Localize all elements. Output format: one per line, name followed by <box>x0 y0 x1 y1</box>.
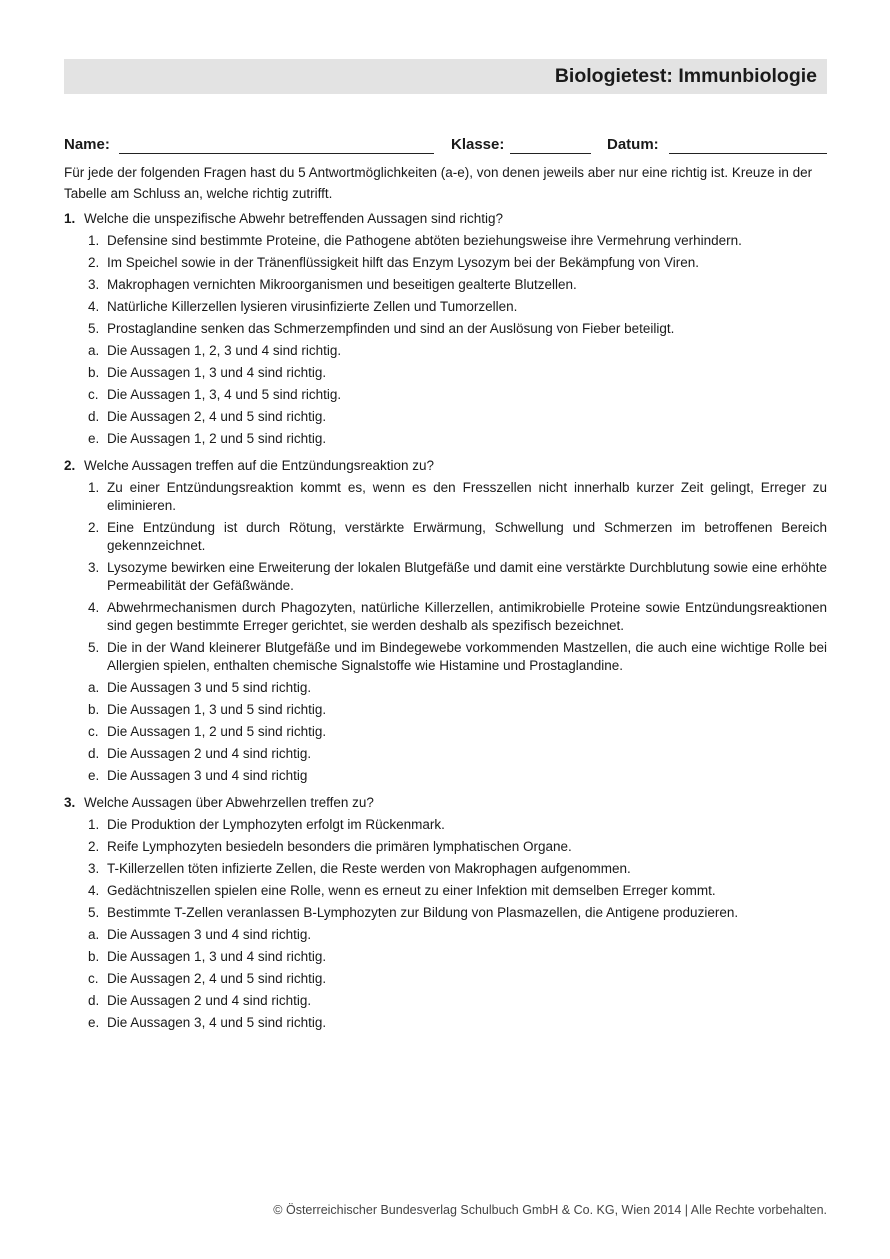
option-marker: a. <box>88 680 100 695</box>
statement-marker: 2. <box>88 839 100 854</box>
question-text: Welche Aussagen treffen auf die Entzündungsreaktion zu? <box>84 458 434 473</box>
statement-text: Defensine sind bestimmte Proteine, die Pathogene abtöten beziehungsweise ihre Vermehrung verhindern. <box>107 233 742 248</box>
statement-marker: 1. <box>88 817 100 832</box>
question-1 <box>64 208 827 450</box>
statement-item <box>88 517 827 557</box>
option-marker: c. <box>88 971 99 986</box>
option-text: Die Aussagen 1, 3, 4 und 5 sind richtig. <box>107 387 342 402</box>
option-item <box>88 743 827 765</box>
option-text: Die Aussagen 3, 4 und 5 sind richtig. <box>107 1015 327 1030</box>
option-item <box>88 990 827 1012</box>
name-label: Name: <box>64 136 110 153</box>
statement-text: Abwehrmechanismen durch Phagozyten, natürliche Killerzellen, antimikrobielle Proteine sowie Entzündungsreaktionen sind gegen bestimmte Erreger gerichtet, sie werden deshalb als spezifisch bezeichnet. <box>107 600 827 633</box>
instructions: Für jede der folgenden Fragen hast du 5 Antwortmöglichkeiten (a-e), von denen jeweils aber nur eine richtig ist. Kreuze in der Tabelle am Schluss an, welche richtig zutrifft. <box>64 165 813 201</box>
statement-marker: 5. <box>88 640 100 655</box>
statement-marker: 2. <box>88 255 100 270</box>
statement-item <box>88 477 827 517</box>
question-heading <box>64 455 827 477</box>
statement-text: Eine Entzündung ist durch Rötung, verstärkte Erwärmung, Schwellung und Schmerzen im betroffenen Bereich gekennzeichnet. <box>107 520 827 553</box>
option-text: Die Aussagen 1, 2, 3 und 4 sind richtig. <box>107 343 342 358</box>
option-marker: d. <box>88 746 100 761</box>
statement-text: Gedächtniszellen spielen eine Rolle, wenn es erneut zu einer Infektion mit demselben Erreger kommt. <box>107 883 716 898</box>
question-text: Welche Aussagen über Abwehrzellen treffen zu? <box>84 795 374 810</box>
statement-item <box>88 814 827 836</box>
statement-marker: 3. <box>88 277 100 292</box>
answer-list <box>64 814 827 1034</box>
student-info-row <box>64 134 827 156</box>
statement-text: Die Produktion der Lymphozyten erfolgt im Rückenmark. <box>107 817 445 832</box>
question-number: 3. <box>64 795 76 810</box>
answer-list <box>64 477 827 787</box>
option-marker: b. <box>88 702 100 717</box>
statement-item <box>88 252 827 274</box>
option-marker: b. <box>88 949 100 964</box>
statement-text: Lysozyme bewirken eine Erweiterung der lokalen Blutgefäße und damit eine verstärkte Durchblutung sowie eine erhöhte Permeabilität der Gefäßwände. <box>107 560 827 593</box>
option-item <box>88 384 827 406</box>
header-bar <box>64 59 827 94</box>
question-number: 1. <box>64 211 76 226</box>
statement-marker: 5. <box>88 321 100 336</box>
option-text: Die Aussagen 1, 2 und 5 sind richtig. <box>107 724 327 739</box>
question-2 <box>64 455 827 787</box>
statement-text: Die in der Wand kleinerer Blutgefäße und im Bindegewebe vorkommenden Mastzellen, die auch eine wichtige Rolle bei Allergien spielen, enthalten chemische Signalstoffe wie Histamine und Prostaglandine. <box>107 640 827 673</box>
statement-text: Natürliche Killerzellen lysieren virusinfizierte Zellen und Tumorzellen. <box>107 299 518 314</box>
option-text: Die Aussagen 1, 2 und 5 sind richtig. <box>107 431 327 446</box>
option-text: Die Aussagen 2 und 4 sind richtig. <box>107 993 312 1008</box>
statement-text: Makrophagen vernichten Mikroorganismen und beseitigen gealterte Blutzellen. <box>107 277 577 292</box>
question-heading <box>64 792 827 814</box>
question-3 <box>64 792 827 1034</box>
option-marker: e. <box>88 768 100 783</box>
option-marker: c. <box>88 387 99 402</box>
option-text: Die Aussagen 3 und 4 sind richtig <box>107 768 308 783</box>
statement-item <box>88 557 827 597</box>
answer-list <box>64 230 827 450</box>
option-item <box>88 699 827 721</box>
date-label: Datum: <box>607 136 659 153</box>
option-marker: e. <box>88 431 100 446</box>
statement-text: Bestimmte T-Zellen veranlassen B-Lymphozyten zur Bildung von Plasmazellen, die Antigene produzieren. <box>107 905 739 920</box>
statement-text: T-Killerzellen töten infizierte Zellen, die Reste werden von Makrophagen aufgenommen. <box>107 861 631 876</box>
statement-marker: 4. <box>88 299 100 314</box>
option-marker: b. <box>88 365 100 380</box>
statement-item <box>88 858 827 880</box>
option-text: Die Aussagen 2 und 4 sind richtig. <box>107 746 312 761</box>
option-item <box>88 677 827 699</box>
statement-item <box>88 230 827 252</box>
option-marker: a. <box>88 343 100 358</box>
option-text: Die Aussagen 2, 4 und 5 sind richtig. <box>107 971 327 986</box>
name-line[interactable] <box>119 153 434 154</box>
statement-marker: 3. <box>88 560 100 575</box>
option-marker: c. <box>88 724 99 739</box>
option-item <box>88 721 827 743</box>
option-item <box>88 968 827 990</box>
option-item <box>88 765 827 787</box>
date-line[interactable] <box>669 153 827 154</box>
option-item <box>88 406 827 428</box>
option-item <box>88 340 827 362</box>
statement-marker: 1. <box>88 233 100 248</box>
statement-text: Zu einer Entzündungsreaktion kommt es, wenn es den Fresszellen nicht innerhalb kurzer Zeit gelingt, Erreger zu eliminieren. <box>107 480 827 513</box>
option-text: Die Aussagen 1, 3 und 5 sind richtig. <box>107 702 327 717</box>
option-item <box>88 946 827 968</box>
statement-item <box>88 296 827 318</box>
statement-item <box>88 637 827 677</box>
option-marker: a. <box>88 927 100 942</box>
page-title: Biologietest: Immunbiologie <box>554 65 817 87</box>
question-list <box>64 208 827 1039</box>
option-marker: e. <box>88 1015 100 1030</box>
statement-marker: 5. <box>88 905 100 920</box>
option-item <box>88 428 827 450</box>
statement-item <box>88 902 827 924</box>
statement-item <box>88 836 827 858</box>
statement-marker: 3. <box>88 861 100 876</box>
class-label: Klasse: <box>451 136 505 153</box>
statement-marker: 2. <box>88 520 100 535</box>
option-marker: d. <box>88 993 100 1008</box>
statement-text: Prostaglandine senken das Schmerzempfinden und sind an der Auslösung von Fieber beteiligt. <box>107 321 675 336</box>
option-text: Die Aussagen 1, 3 und 4 sind richtig. <box>107 949 327 964</box>
question-heading <box>64 208 827 230</box>
class-line[interactable] <box>510 153 591 154</box>
statement-item <box>88 880 827 902</box>
option-text: Die Aussagen 1, 3 und 4 sind richtig. <box>107 365 327 380</box>
option-item <box>88 924 827 946</box>
statement-marker: 4. <box>88 600 100 615</box>
question-number: 2. <box>64 458 76 473</box>
option-text: Die Aussagen 3 und 5 sind richtig. <box>107 680 312 695</box>
option-text: Die Aussagen 3 und 4 sind richtig. <box>107 927 312 942</box>
option-item <box>88 1012 827 1034</box>
statement-text: Reife Lymphozyten besiedeln besonders die primären lymphatischen Organe. <box>107 839 572 854</box>
statement-item <box>88 274 827 296</box>
question-text: Welche die unspezifische Abwehr betreffenden Aussagen sind richtig? <box>84 211 504 226</box>
option-text: Die Aussagen 2, 4 und 5 sind richtig. <box>107 409 327 424</box>
statement-text: Im Speichel sowie in der Tränenflüssigkeit hilft das Enzym Lysozym bei der Bekämpfung von Viren. <box>107 255 700 270</box>
copyright-footer: © Österreichischer Bundesverlag Schulbuch GmbH & Co. KG, Wien 2014 | Alle Rechte vorbehalten. <box>273 1203 827 1217</box>
statement-marker: 4. <box>88 883 100 898</box>
option-marker: d. <box>88 409 100 424</box>
option-item <box>88 362 827 384</box>
statement-item <box>88 318 827 340</box>
statement-item <box>88 597 827 637</box>
statement-marker: 1. <box>88 480 100 495</box>
